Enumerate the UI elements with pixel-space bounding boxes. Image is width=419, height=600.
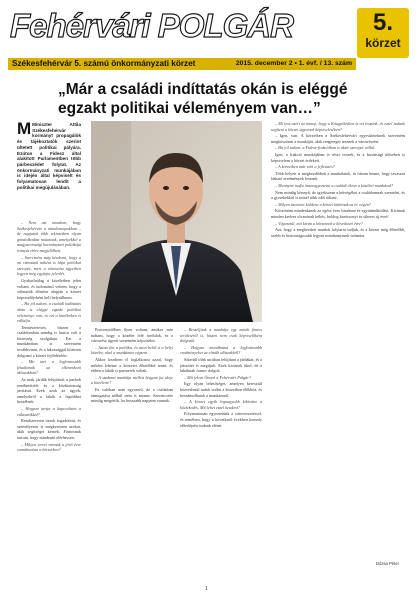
- paragraph: Köszönöm mindenkinek az egész éves bizalmat és együttműködést. Kívánok minden kedves olvasónak békés, boldog karácsonyt és sikeres új évet!: [271, 208, 405, 219]
- paragraph: Nem mindig könnyű, de igyekszem a hétvégéket a családomnak szentelni, és a gyerekekkel is minél több időt tölteni.: [271, 189, 405, 201]
- paragraph: – Szeretném még kérdezni, hogy a mi városunk miként is látja politikai szerepét, mert a városrész ügyeiben legyen még egyfajta jelenlét.: [17, 254, 81, 277]
- paragraph: – A körzetben már várt a fejlesztés?: [275, 164, 335, 170]
- page-number: 1: [205, 586, 208, 592]
- column-middle-2: [180, 327, 262, 560]
- drop-cap: M: [17, 122, 32, 138]
- paragraph: – A körzet egyik legnagyobb kihívása a közlekedés. Mit lehet ezzel kezdeni?: [180, 399, 262, 410]
- paragraph: – Beszéljünk a munkája egy másik fontos területéről is, hiszen nem csak képviselőként dolgozik.: [180, 327, 262, 344]
- headline: „Már a családi indíttatás okán is eléggé egzakt politikai véleményem van…”: [58, 81, 348, 117]
- paragraph: – Nem azt mondom, hogy Székesfehérvár a mindennapokban – de napjaink több tekintetben olyan gondolkodást mutatnak, amelyekkel a magyarországi kormányzati politikája irányát előre megjelölheti.: [17, 220, 81, 253]
- column-left: [17, 220, 81, 560]
- portrait-illustration: [91, 121, 262, 322]
- district-subtitle: Székesfehérvár 5. számú önkormányzati körzet: [12, 59, 196, 68]
- paragraph: Több helyen is megkezdődtek a munkálatok, és bízom benne, hogy tavaszra látható eredmények lesznek.: [271, 170, 405, 182]
- masthead: [8, 6, 413, 58]
- column-right: [271, 121, 405, 553]
- paragraph: – Ha jól tudom, a családi indíttatás okán is eléggé egzakt politikai véleménye van, és ezt a közéletben is vállalja.: [17, 301, 81, 324]
- paragraph: – Milyen üzenetet küldene a körzet lakóinak az év végén?: [275, 201, 371, 207]
- paragraph: Akkor kezdtem el foglalkozni azzal, hogy miként lehetne a körzetet élhetőbbé tenni, és ebben a lakók is partnerek voltak.: [91, 356, 173, 374]
- district-badge-number: 5.: [372, 9, 393, 36]
- district-badge: [357, 8, 409, 58]
- column-middle: [91, 327, 173, 560]
- paragraph: – Mi lesz azért az ünnep, hogy a Közgyűlésben is ott leszünk, és ezzel tudunk segíteni a körzet ügyeinek képviseletében?: [271, 121, 405, 132]
- paragraph: Egy olyan lehetőséget, amelyen keresztül közvetlenül tudok szólni a körzetben élőkhöz, és beszámolhatok a munkámról.: [180, 381, 262, 398]
- subtitle-bar: [8, 58, 356, 70]
- newspaper-title: Fehérvári POLGÁR: [10, 7, 293, 44]
- paragraph: Sikerült több utcában felújítani a járdákat, és a játszótér is megújult. Ezek kicsinek tűnő, de a lakóknak fontos dolgok.: [180, 356, 262, 374]
- lead-text: Miniszter Attila Székesfehérvár kormányt propagálók és tájékoztatók szerint ültetett politikai pályára. Ezúton a Fidesz által alakított Parlamentben több párbeszédet folytat. Az önkormányzati munkájában is idején által képviselt és folyamatosan lendít a politikai megújulásában.: [17, 122, 81, 190]
- paragraph: Ez valóban nem egyszerű, de a családom támogatása nélkül nem is menne. Szerencsére mindig megértik, ha hosszabb napjaim vannak.: [91, 386, 173, 404]
- paragraph: – Mit tart a legfontosabb feladatnak az elkövetkező időszakban?: [17, 359, 81, 376]
- paragraph: – A szakmai munkája mellett hogyan jut ideje a közéletre?: [91, 374, 173, 386]
- paragraph: – Milyen tervei vannak a jövő évre vonatkozóan a körzetben?: [17, 441, 81, 453]
- paragraph: – Végezetül, mit kíván a körzetnek a következő évre?: [275, 220, 363, 226]
- paragraph: – Hogyan mondhatná a legfontosabb eredményeket az elmúlt időszakból?: [180, 344, 262, 356]
- paragraph: – Aztán jött a politika, és azon belül is a helyi közélet, ahol a munkámat végzem.: [91, 344, 173, 356]
- paragraph: – Mit jelent Önnek a Fehérvári Polgár?: [184, 374, 251, 380]
- paragraph: Folyamatosan egyeztetünk a városvezetéssel, és remélem, hogy a következő években komoly előrelépést tudunk elérni.: [180, 411, 262, 428]
- paragraph: Igen, a frakció munkájában is részt veszek, és a bizottsági üléseken is képviselem a körzet érdekeit.: [271, 151, 405, 163]
- paragraph: – Igen, van. A körzetben a Székesfehérvári egyesületeknek szeretném megköszönni a munkáját, akik rengeteget tesznek a városrészért.: [271, 133, 405, 144]
- paragraph: Gyakorlatilag a közéletben jelen voltam, és tudomásul vettem, hogy a választók döntése alapján a körzet képviselőjeként kell helytállnom.: [17, 277, 81, 300]
- paragraph: – Ha jól tudom, a Fidesz-frakcióban is aktív szerepet vállal.: [275, 145, 376, 151]
- portrait-photo: [91, 121, 262, 322]
- paragraph: – Mennyire tudja összeegyeztetni a családi életet a közéleti munkával?: [275, 182, 394, 188]
- district-badge-label: körzet: [365, 36, 401, 50]
- paragraph: Az utak, járdák felújítását, a parkok rendbetételét és a közbiztonság javítását. Ezek azok az ügyek, amelyekről a lakók a legtöbbet beszélnek.: [17, 377, 81, 405]
- paragraph: Azt, hogy a megkezdett munkát folytatni tudjuk, és a körzet még élhetőbb, szebb és biztonságosabb legyen mindannyiunk számára.: [271, 227, 405, 238]
- paragraph: Rendszeresen tartok fogadóórát, és személyesen is megkeresem azokat, akik segítséget kérnek. Fontosnak tartom, hogy mindenki elérhessen.: [17, 418, 81, 440]
- paragraph: Pozsonyidőben ilyen voltam, amikor már tudtam, hogy a közélet felé fordulok, és a városrész ügyeit szeretném képviselni.: [91, 327, 173, 344]
- issue-date: 2015. december 2 • 1. évf. / 13. szám: [235, 60, 352, 67]
- lead-paragraph: [17, 122, 81, 218]
- paragraph: – Hogyan tartja a kapcsolatot a választókkal?: [17, 406, 81, 417]
- author-signature: Dózsa Péter: [375, 561, 399, 566]
- paragraph: Természetesen, hiszen a családomban mindig is fontos volt a közösség szolgálata. Ezt a munkámban is szeretném továbbvinni, és a lakossággal közösen dolgozni a körzet fejlődéséért.: [17, 324, 81, 358]
